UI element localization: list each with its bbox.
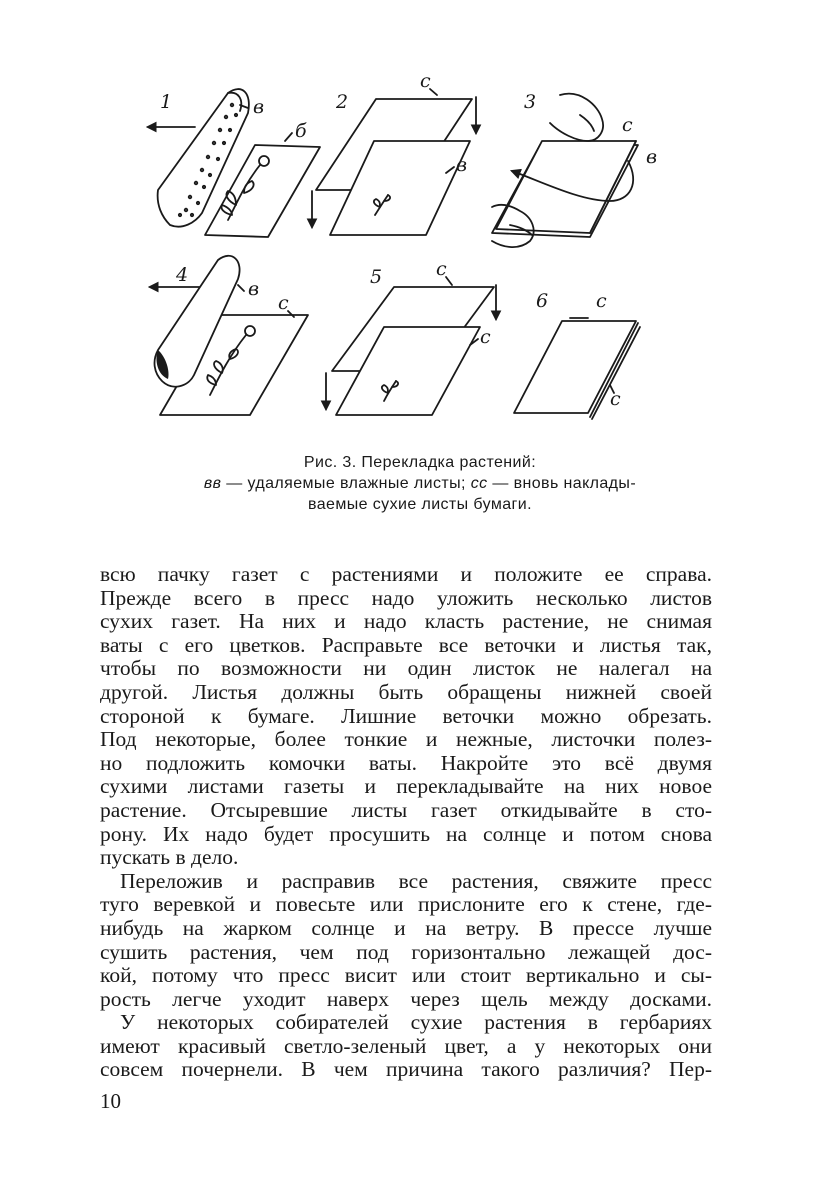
figure-caption <box>150 452 690 515</box>
caption-title: Рис. 3. Перекладка растений: <box>303 454 537 471</box>
caption-ss-text: — вновь наклады- <box>487 475 637 492</box>
text-line: сушить растения, чем под горизонтально лежащей дос- <box>100 939 712 964</box>
text-line: сухими листами газеты и перекладывайте на них новое <box>100 774 712 799</box>
text-line: но подложить комочки ваты. Накройте это всё двумя <box>100 750 712 775</box>
panel-4-label-v: в <box>248 278 260 300</box>
panel-4-number: 4 <box>176 264 189 286</box>
panel-1-label-v: в <box>253 96 265 118</box>
body-text <box>100 563 712 1082</box>
panel-3 <box>492 91 657 247</box>
text-line: У некоторых собирателей сухие растения в гербариях <box>120 1010 712 1035</box>
panel-3-label-v: в <box>646 146 658 168</box>
panel-1-label-b: б <box>295 120 307 142</box>
panel-5-label-s2: с <box>480 326 491 348</box>
panel-5-number: 5 <box>370 266 383 288</box>
panel-4-label-s: с <box>278 292 289 314</box>
text-line: ваты с его цветков. Расправьте все веточки и листья так, <box>100 632 712 657</box>
panel-1 <box>148 89 320 237</box>
panel-2-label-s: с <box>420 75 431 92</box>
caption-vv-abbr: вв <box>203 475 222 492</box>
text-line: чтобы по возможности ни один листок не налегал на <box>100 656 712 681</box>
page-number: 10 <box>100 1089 121 1113</box>
text-line: нибудь на жарком солнце и на ветру. В прессе лучше <box>100 915 712 940</box>
paragraph-2 <box>100 870 712 1012</box>
panel-6-label-s2: с <box>610 388 621 410</box>
paragraph-3 <box>100 1011 712 1082</box>
text-line: рону. Их надо будет просушить на солнце и потом снова <box>100 821 712 846</box>
figure-3-illustration <box>140 75 660 445</box>
panel-6-number: 6 <box>536 290 549 312</box>
paragraph-1 <box>100 563 712 870</box>
text-line: сухих газет. На них и надо класть растение, не снимая <box>100 609 712 634</box>
panel-3-label-s: с <box>622 114 633 136</box>
text-line: кой, потому что пресс висит или стоит вертикально и сы- <box>100 963 712 988</box>
panel-4 <box>150 256 308 415</box>
text-line: совсем почернели. В чем причина такого различия? Пер- <box>100 1057 712 1082</box>
text-line: имеют красивый светло-зеленый цвет, а у некоторых они <box>100 1033 712 1058</box>
panel-3-hand-top <box>550 94 603 141</box>
text-line: пускать в дело. <box>100 845 239 870</box>
panel-1-number: 1 <box>160 91 173 113</box>
panel-2-label-v: в <box>456 154 468 176</box>
caption-legend-line <box>150 473 690 494</box>
caption-line-3: ваемые сухие листы бумаги. <box>308 496 532 513</box>
caption-vv-text: — удаляемые влажные листы; <box>221 475 471 492</box>
panel-2 <box>312 75 476 235</box>
text-line: рость легче уходит наверх через щель между досками. <box>100 986 712 1011</box>
text-line: всю пачку газет с растениями и положите ее справа. <box>100 562 712 586</box>
panel-5 <box>326 258 496 415</box>
text-line: растение. Отсыревшие листы газет откидывайте в сто- <box>100 797 712 822</box>
text-line: Прежде всего в пресс надо уложить несколько листов <box>100 585 712 610</box>
panel-5-label-s: с <box>436 258 447 280</box>
panel-6-label-s: с <box>596 290 607 312</box>
text-line: Переложив и расправив все растения, свяжите пресс <box>120 868 712 893</box>
panel-2-number: 2 <box>336 91 349 113</box>
figure-3-drawing <box>140 75 660 445</box>
caption-ss-abbr: сс <box>470 475 488 492</box>
panel-6 <box>514 290 640 419</box>
text-line: туго веревкой и повесьте или прислоните его к стене, где- <box>100 892 712 917</box>
text-line: стороной к бумаге. Лишние веточки можно обрезать. <box>100 703 712 728</box>
text-line: другой. Листья должны быть обращены нижней своей <box>100 679 712 704</box>
text-line: Под некоторые, более тонкие и нежные, листочки полез- <box>100 727 712 752</box>
panel-3-number: 3 <box>524 91 537 113</box>
